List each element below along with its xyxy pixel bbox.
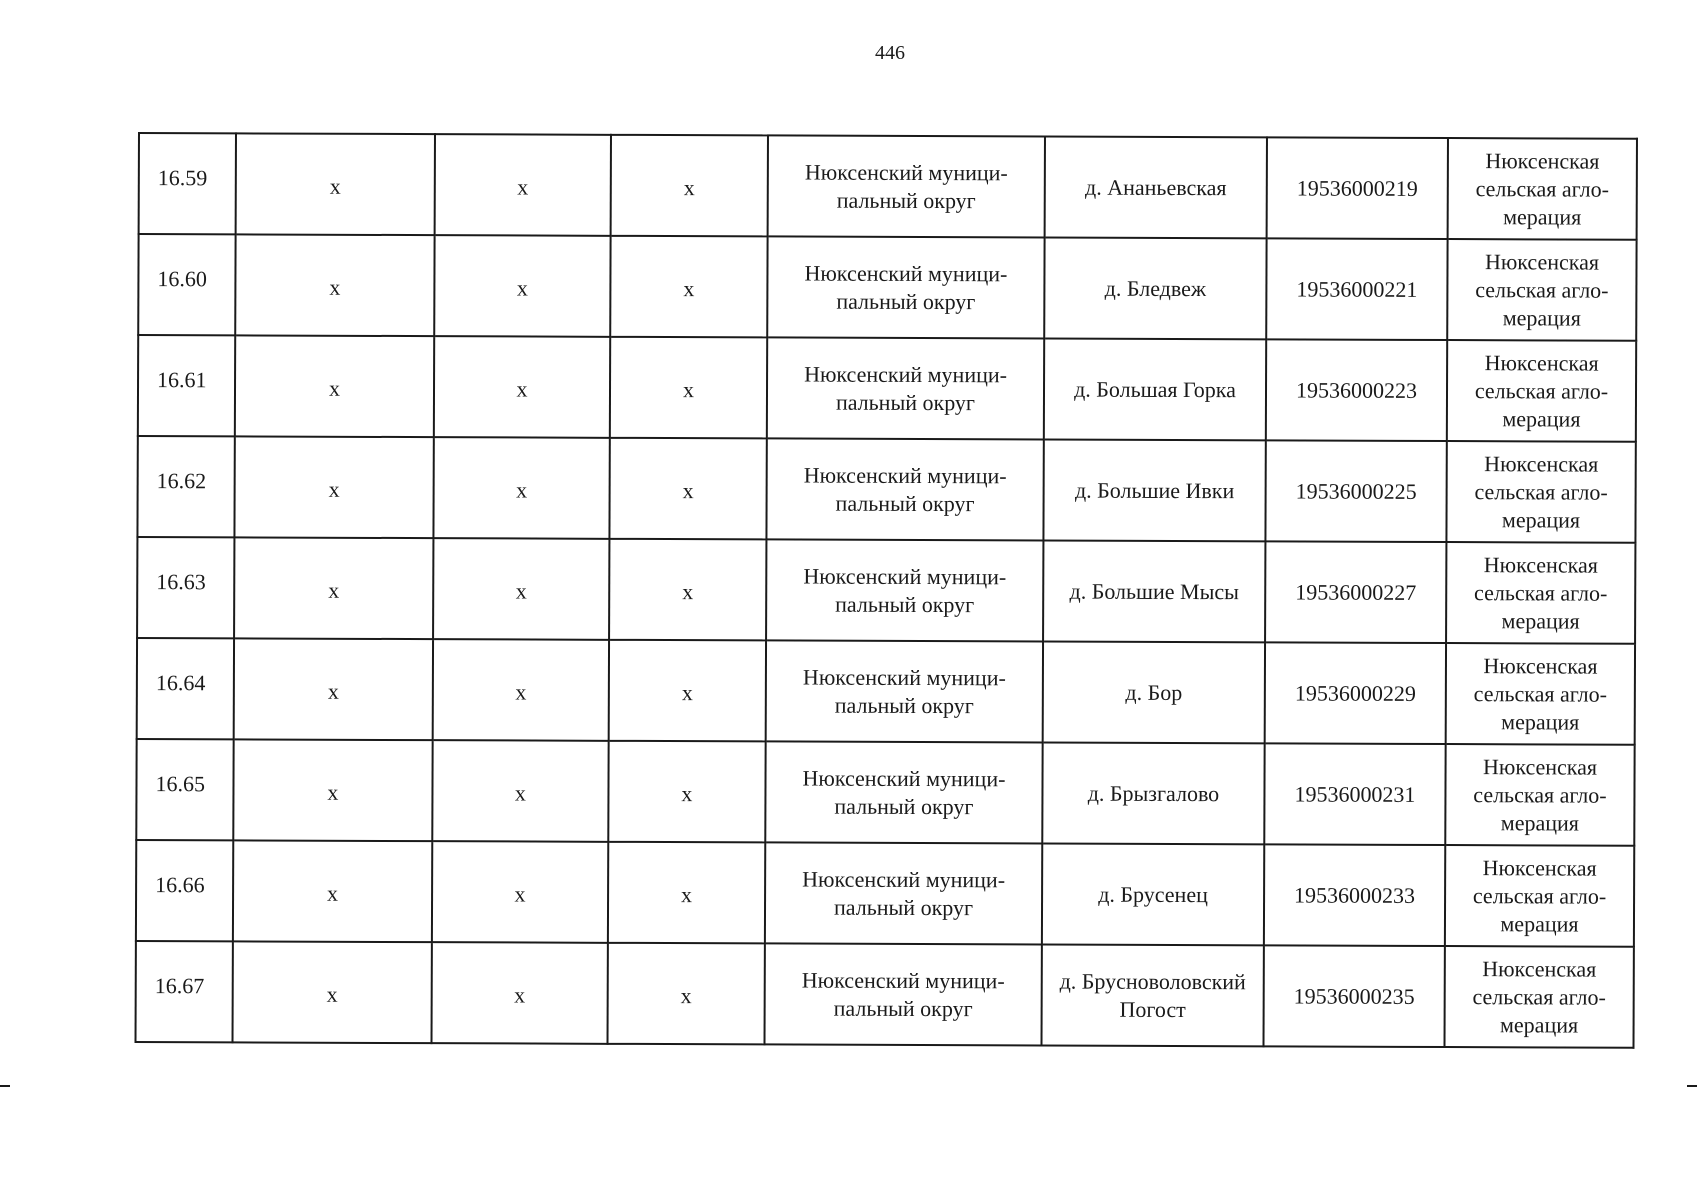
settlement-cell xyxy=(1044,338,1266,440)
x-mark-cell xyxy=(434,336,610,438)
agglomeration-line-2: сельская агло- xyxy=(1472,882,1607,909)
table-row xyxy=(136,840,1634,947)
left-margin-tick xyxy=(0,1085,10,1087)
x-mark-cell xyxy=(608,842,765,944)
agglomeration-line-3: мерация xyxy=(1503,203,1582,230)
agglomeration-line-1: Нюксенская xyxy=(1483,652,1598,679)
x-mark-cell xyxy=(611,135,768,237)
x-mark: x xyxy=(329,274,341,300)
x-mark-cell xyxy=(233,941,432,1043)
oktmo-code: 19536000229 xyxy=(1294,679,1416,706)
row-number-cell xyxy=(138,234,235,335)
oktmo-code: 19536000225 xyxy=(1295,477,1417,504)
agglomeration-line-2: сельская агло- xyxy=(1473,680,1608,707)
agglomeration-line-3: мерация xyxy=(1500,910,1579,937)
x-mark-cell xyxy=(434,235,610,337)
settlement-cell xyxy=(1043,540,1265,642)
code-cell xyxy=(1267,137,1448,239)
x-mark: x xyxy=(328,375,341,401)
agglomeration-line-1: Нюксенская xyxy=(1484,349,1599,376)
x-mark: x xyxy=(515,577,527,603)
x-mark-cell xyxy=(233,840,432,942)
x-mark-cell xyxy=(234,638,433,740)
settlements-table xyxy=(135,132,1638,1049)
settlement-line-1: д. Большая Горка xyxy=(1074,376,1236,402)
oktmo-code: 19536000233 xyxy=(1294,881,1416,908)
row-number-cell xyxy=(137,436,234,537)
x-mark-cell xyxy=(433,538,609,640)
district-line-2: пальный округ xyxy=(835,490,975,516)
district-line-2: пальный округ xyxy=(833,995,973,1021)
agglomeration-line-3: мерация xyxy=(1500,809,1579,836)
oktmo-code: 19536000221 xyxy=(1296,275,1418,302)
agglomeration-line-1: Нюксенская xyxy=(1482,955,1597,982)
district-cell xyxy=(767,236,1044,338)
district-line-2: пальный округ xyxy=(833,894,974,920)
x-mark: x xyxy=(328,476,340,502)
row-number: 16.64 xyxy=(155,669,206,695)
code-cell xyxy=(1265,642,1446,744)
row-number: 16.63 xyxy=(156,568,206,594)
code-cell xyxy=(1265,440,1446,542)
x-mark-cell xyxy=(609,640,766,742)
row-number: 16.62 xyxy=(156,467,207,493)
row-number-cell xyxy=(136,941,233,1042)
x-mark: x xyxy=(682,477,694,503)
agglomeration-line-3: мерация xyxy=(1502,304,1581,331)
agglomeration-cell xyxy=(1445,744,1634,846)
table-row xyxy=(137,436,1635,543)
table-row xyxy=(137,537,1635,644)
district-line-1: Нюксенский муници- xyxy=(802,664,1006,690)
table-row xyxy=(137,638,1635,745)
settlement-cell xyxy=(1042,742,1264,844)
district-line-2: пальный округ xyxy=(836,187,976,213)
agglomeration-line-1: Нюксенская xyxy=(1484,248,1600,275)
settlement-line-1: д. Брызгалово xyxy=(1087,780,1220,806)
code-cell xyxy=(1266,339,1447,441)
row-number: 16.66 xyxy=(155,871,205,897)
district-line-1: Нюксенский муници- xyxy=(804,361,1008,387)
district-cell xyxy=(766,539,1043,641)
code-cell xyxy=(1263,945,1444,1047)
x-mark: x xyxy=(681,780,693,806)
district-line-1: Нюксенский муници- xyxy=(804,159,1008,185)
settlement-line-1: д. Бледвеж xyxy=(1104,275,1207,301)
agglomeration-line-3: мерация xyxy=(1501,506,1581,533)
district-cell xyxy=(765,741,1042,843)
x-mark: x xyxy=(681,881,693,907)
agglomeration-line-2: сельская агло- xyxy=(1474,478,1608,505)
settlement-cell xyxy=(1045,136,1267,238)
agglomeration-cell xyxy=(1446,542,1635,644)
x-mark: x xyxy=(682,578,694,604)
x-mark-cell xyxy=(432,740,608,842)
table-body xyxy=(136,133,1637,1048)
settlement-cell xyxy=(1042,843,1264,945)
settlement-line-1: д. Брусенец xyxy=(1098,881,1208,907)
x-mark: x xyxy=(514,880,526,906)
district-cell xyxy=(766,438,1043,540)
agglomeration-line-2: сельская агло- xyxy=(1474,377,1609,404)
agglomeration-cell xyxy=(1446,643,1635,745)
oktmo-code: 19536000223 xyxy=(1295,376,1418,403)
x-mark-cell xyxy=(235,335,434,437)
x-mark: x xyxy=(516,274,528,300)
x-mark: x xyxy=(683,275,695,301)
agglomeration-cell xyxy=(1445,845,1634,947)
x-mark: x xyxy=(327,779,339,805)
row-number: 16.61 xyxy=(157,366,207,392)
district-line-2: пальный округ xyxy=(836,288,976,314)
settlement-line-1: д. Брусноволовский xyxy=(1059,968,1246,994)
district-line-2: пальный округ xyxy=(834,692,974,718)
settlement-line-1: д. Ананьевская xyxy=(1085,174,1227,200)
x-mark-cell xyxy=(433,639,609,741)
x-mark-cell xyxy=(235,234,434,336)
oktmo-code: 19536000227 xyxy=(1295,578,1417,605)
agglomeration-line-3: мерация xyxy=(1501,708,1580,735)
row-number: 16.60 xyxy=(157,265,207,291)
settlement-cell xyxy=(1043,439,1265,541)
code-cell xyxy=(1266,238,1447,340)
district-line-1: Нюксенский муници- xyxy=(801,967,1005,993)
x-mark-cell xyxy=(608,741,765,843)
oktmo-code: 19536000231 xyxy=(1294,780,1416,807)
district-line-1: Нюксенский муници- xyxy=(803,563,1007,589)
x-mark-cell xyxy=(234,436,433,538)
x-mark: x xyxy=(327,880,339,906)
settlement-line-2: Погост xyxy=(1119,996,1186,1022)
x-mark: x xyxy=(517,173,529,199)
x-mark: x xyxy=(683,174,695,200)
agglomeration-line-3: мерация xyxy=(1499,1011,1579,1038)
agglomeration-line-2: сельская агло- xyxy=(1472,983,1606,1010)
agglomeration-cell xyxy=(1444,946,1633,1048)
table-row xyxy=(138,234,1636,341)
row-number-cell xyxy=(139,133,236,234)
x-mark-cell xyxy=(610,337,767,439)
row-number: 16.59 xyxy=(157,164,208,190)
row-number: 16.65 xyxy=(155,770,206,796)
x-mark-cell xyxy=(432,841,608,943)
table-row xyxy=(138,335,1636,442)
row-number-cell xyxy=(136,840,233,941)
settlement-line-1: д. Большие Ивки xyxy=(1074,477,1235,503)
settlement-line-1: д. Бор xyxy=(1125,679,1183,705)
x-mark: x xyxy=(516,375,528,401)
x-mark-cell xyxy=(233,739,432,841)
code-cell xyxy=(1264,743,1445,845)
x-mark: x xyxy=(516,476,528,502)
settlement-cell xyxy=(1043,641,1265,743)
x-mark-cell xyxy=(608,943,765,1045)
oktmo-code: 19536000235 xyxy=(1293,982,1415,1009)
agglomeration-line-1: Нюксенская xyxy=(1482,753,1598,780)
code-cell xyxy=(1265,541,1446,643)
x-mark: x xyxy=(514,981,526,1007)
x-mark-cell xyxy=(234,537,433,639)
district-line-1: Нюксенский муници- xyxy=(804,260,1008,286)
table-row xyxy=(136,739,1634,846)
agglomeration-line-2: сельская агло- xyxy=(1475,175,1609,202)
x-mark-cell xyxy=(236,133,435,235)
x-mark: x xyxy=(326,981,338,1007)
district-cell xyxy=(765,842,1042,944)
row-number: 16.67 xyxy=(154,972,205,998)
district-line-2: пальный округ xyxy=(835,591,975,617)
district-cell xyxy=(767,337,1044,439)
right-margin-tick xyxy=(1687,1085,1697,1087)
settlement-cell xyxy=(1041,944,1263,1046)
agglomeration-cell xyxy=(1447,239,1636,341)
x-mark-cell xyxy=(609,438,766,540)
district-cell xyxy=(765,943,1042,1045)
district-line-1: Нюксенский муници- xyxy=(803,462,1007,488)
x-mark-cell xyxy=(435,134,611,236)
x-mark: x xyxy=(681,679,693,705)
agglomeration-cell xyxy=(1447,340,1636,442)
district-line-2: пальный округ xyxy=(835,389,976,415)
settlement-cell xyxy=(1044,237,1266,339)
row-number-cell xyxy=(137,537,234,638)
table-row xyxy=(136,941,1634,1048)
row-number-cell xyxy=(137,638,234,739)
x-mark: x xyxy=(680,982,692,1008)
district-cell xyxy=(768,135,1045,237)
settlement-line-1: д. Большие Мысы xyxy=(1069,578,1239,604)
x-mark: x xyxy=(327,678,339,704)
agglomeration-line-2: сельская агло- xyxy=(1475,276,1609,303)
row-number-cell xyxy=(138,335,235,436)
district-line-2: пальный округ xyxy=(834,793,974,819)
x-mark-cell xyxy=(609,539,766,641)
code-cell xyxy=(1264,844,1445,946)
x-mark: x xyxy=(682,376,695,402)
oktmo-code: 19536000219 xyxy=(1296,174,1418,201)
district-line-1: Нюксенский муници- xyxy=(802,765,1006,791)
agglomeration-cell xyxy=(1446,441,1635,543)
agglomeration-line-1: Нюксенская xyxy=(1485,147,1600,174)
page-number: 446 xyxy=(875,42,905,64)
agglomeration-line-3: мерация xyxy=(1501,607,1580,634)
agglomeration-line-2: сельская агло- xyxy=(1473,781,1607,808)
x-mark-cell xyxy=(432,942,608,1044)
x-mark: x xyxy=(329,173,341,199)
x-mark-cell xyxy=(610,236,767,338)
x-mark: x xyxy=(328,577,340,603)
agglomeration-line-1: Нюксенская xyxy=(1483,551,1598,578)
agglomeration-line-3: мерация xyxy=(1502,405,1581,432)
table-row xyxy=(139,133,1637,240)
row-number-cell xyxy=(136,739,233,840)
x-mark: x xyxy=(514,779,527,805)
agglomeration-cell xyxy=(1448,138,1637,240)
x-mark: x xyxy=(515,678,527,704)
district-line-1: Нюксенский муници- xyxy=(802,866,1006,892)
agglomeration-line-2: сельская агло- xyxy=(1474,579,1608,606)
x-mark-cell xyxy=(433,437,609,539)
agglomeration-line-1: Нюксенская xyxy=(1482,854,1597,881)
district-cell xyxy=(766,640,1043,742)
agglomeration-line-1: Нюксенская xyxy=(1484,450,1599,477)
